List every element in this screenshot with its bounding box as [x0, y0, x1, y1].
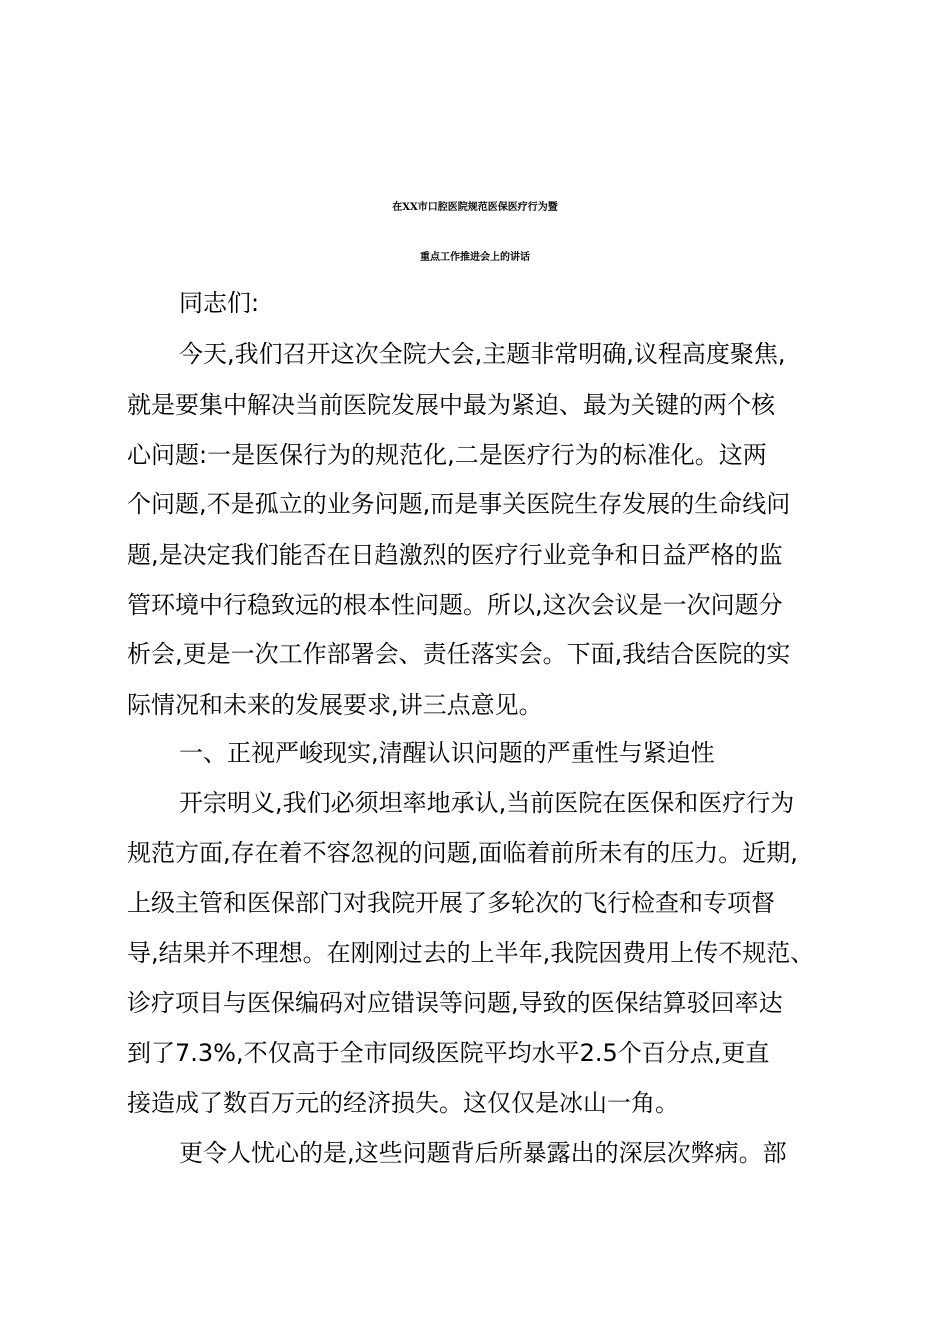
section-1-heading: 一、正视严峻现实,清醒认识问题的严重性与紧迫性 [179, 739, 715, 767]
paragraph-2-line-4: 导,结果并不理想。在刚刚过去的上半年,我院因费用上传不规范、 [127, 939, 815, 967]
paragraph-3-line-1: 更令人忧心的是,这些问题背后所暴露出的深层次弊病。部 [179, 1139, 787, 1167]
paragraph-1-line-1: 今天,我们召开这次全院大会,主题非常明确,议程高度聚焦, [179, 340, 786, 368]
paragraph-1-line-8: 际情况和未来的发展要求,讲三点意见。 [127, 691, 543, 719]
paragraph-1-line-3: 心问题:一是医保行为的规范化,二是医疗行为的标准化。这两 [127, 441, 767, 469]
document-title-line-1: 在XX市口腔医院规范医保医疗行为暨 [392, 202, 558, 213]
paragraph-2-line-6: 到了7.3%,不仅高于全市同级医院平均水平2.5个百分点,更直 [127, 1039, 770, 1067]
paragraph-2-line-1: 开宗明义,我们必须坦率地承认,当前医院在医保和医疗行为 [179, 789, 795, 817]
paragraph-2-line-5: 诊疗项目与医保编码对应错误等问题,导致的医保结算驳回率达 [127, 989, 783, 1017]
paragraph-1-line-4: 个问题,不是孤立的业务问题,而是事关医院生存发展的生命线问 [127, 490, 791, 518]
paragraph-2-line-7: 接造成了数百万元的经济损失。这仅仅是冰山一角。 [127, 1089, 679, 1117]
paragraph-1-line-7: 析会,更是一次工作部署会、责任落实会。下面,我结合医院的实 [127, 640, 791, 668]
paragraph-2-line-3: 上级主管和医保部门对我院开展了多轮次的飞行检查和专项督 [127, 889, 775, 917]
paragraph-1-line-6: 管环境中行稳致远的根本性问题。所以,这次会议是一次问题分 [127, 591, 783, 619]
paragraph-1-line-2: 就是要集中解决当前医院发展中最为紧迫、最为关键的两个核 [127, 391, 775, 419]
document-title-line-2: 重点工作推进会上的讲话 [420, 252, 530, 263]
paragraph-1-line-5: 题,是决定我们能否在日趋激烈的医疗行业竞争和日益严格的监 [127, 541, 783, 569]
paragraph-2-line-2: 规范方面,存在着不容忽视的问题,面临着前所未有的压力。近期, [127, 839, 798, 867]
salutation: 同志们: [179, 289, 260, 317]
